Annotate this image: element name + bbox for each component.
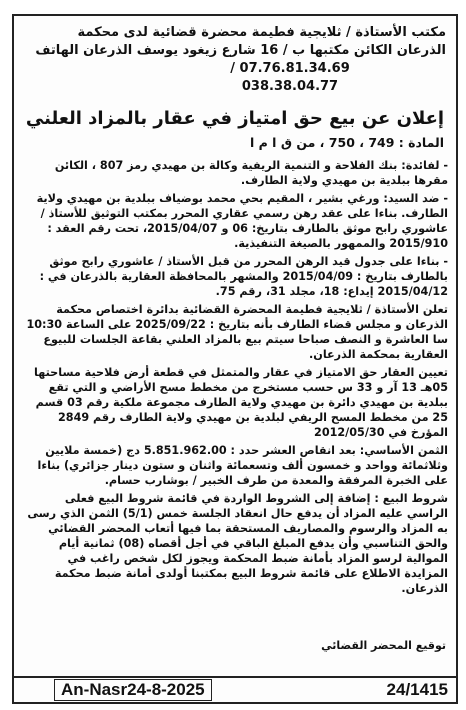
announcement-title: إعلان عن بيع حق امتياز في عقار بالمزاد العلني — [25, 108, 445, 129]
paragraph-property: تعيين العقار حق الامتياز في عقار والمتمثل في قطعة أرض فلاحية مساحتها 05هـ 13 آر و 33 س حسب مستخرج من مخطط مسح الأراضي و التي تقع ببلدية بن مهيدي دائرة بن مهيدي ولاية الطارف مجموعة ملكية رقم 03 قسم 25 من مخطط المسح الريفي لبلدية بن مهيدي ولاية الطارف رقم 2849 المؤرخ في 2012/05/30 — [34, 366, 448, 439]
announcement-card — [12, 14, 458, 704]
paragraph-conditions: شروط البيع : إضافة إلى الشروط الواردة في قائمة شروط البيع فعلى الراسي عليه المزاد أن يدفع حال انعقاد الجلسة خمس (5/1) الثمن الذي رسى به المزاد والرسوم والمصاريف المستحقة بما فيها أتعاب المحضر القضائي والحق التناسبي وأن يدفع المبلغ الباقي في أجل أقصاه (08) ثمانية أيام الموالية لرسو المزاد بأمانة ضبط المحكمة ويجوز لكل شخص راغب في المزايدة الاطلاع على قائمة شروط البيع بمكتبنا أولدى أمانة ضبط محكمة الذرعان. — [27, 492, 448, 595]
phone-1: 07.76.81.34.69 / — [230, 61, 350, 76]
signature-label: توقيع المحضر القضائي — [321, 639, 446, 652]
office-header — [14, 16, 456, 96]
paragraph-beneficiary: - لفائدة: بنك الفلاحة و التنمية الريفية وكالة بن مهيدي رمز 807 ، الكائن مقرها ببلدية بن مهيدي ولاية الطارف. — [54, 159, 448, 187]
header-line-2: الذرعان الكائن مكتبها ب / 16 شارع زيغود يوسف الذرعان الهاتف — [35, 43, 446, 58]
paragraph-mortgage: - بناءا على جدول قيد الرهن المحرر من قبل الأستاذ / عاشوري رابح موثق بالطارف بتاريخ : 2015/04/09 والمشهر بالمحافظة العقارية بالذرعان في : 2015/04/12 إيداع: 18، مجلد 31، رقم 75. — [39, 255, 448, 298]
footer — [14, 676, 456, 702]
phone-2: 038.38.04.77 — [241, 79, 339, 94]
announcement-body — [14, 158, 456, 596]
header-line-1: مكتب الأستاذة / ثلايجية فطيمة محضرة قضائية لدى محكمة — [77, 25, 446, 40]
paragraph-price: الثمن الأساسي: بعد انقاص العشر حدد : 5.851.962.00 دج (خمسة ملايين وثلاثمائة وواحد و خمسون ألف وتسعمائة واثنان و ستون دينار جزائري) بناءا على الخبرة المرفقة والمعدة من طرف الخبير / بوشارب حسام. — [37, 444, 448, 487]
ad-number: 24/1415 — [386, 680, 448, 699]
paragraph-debtor: - ضد السيد: ورغي بشير ، المقيم بحي محمد بوضياف ببلدية بن مهيدي ولاية الطارف. بناءا على عقد رهن رسمي عقاري المحرر بمكتب التوثيق للأستاذ / عاشوري رابح موثق بالطارف بتاريخ: 06 و 2015/04/07، تحت رقم العقد : 2015/910 والممهور بالصيغة التنفيذية. — [36, 192, 448, 250]
article-reference: المادة : 749 ، 750 ، من ق ا م ا — [250, 135, 444, 150]
newspaper-date: An-Nasr24-8-2025 — [54, 679, 212, 701]
paragraph-auction-date: تعلن الأستاذة / ثلايجية فطيمة المحضرة القضائية بدائرة اختصاص محكمة الذرعان و مجلس قضاء الطارف بأنه بتاريخ : 2025/09/22 على الساعة 10:30 سا العاشرة و النصف صباحا سيتم بيع بالمزاد العلني بقاعة الجلسات للبيوع العقارية بمحكمة الذرعان. — [26, 303, 448, 361]
